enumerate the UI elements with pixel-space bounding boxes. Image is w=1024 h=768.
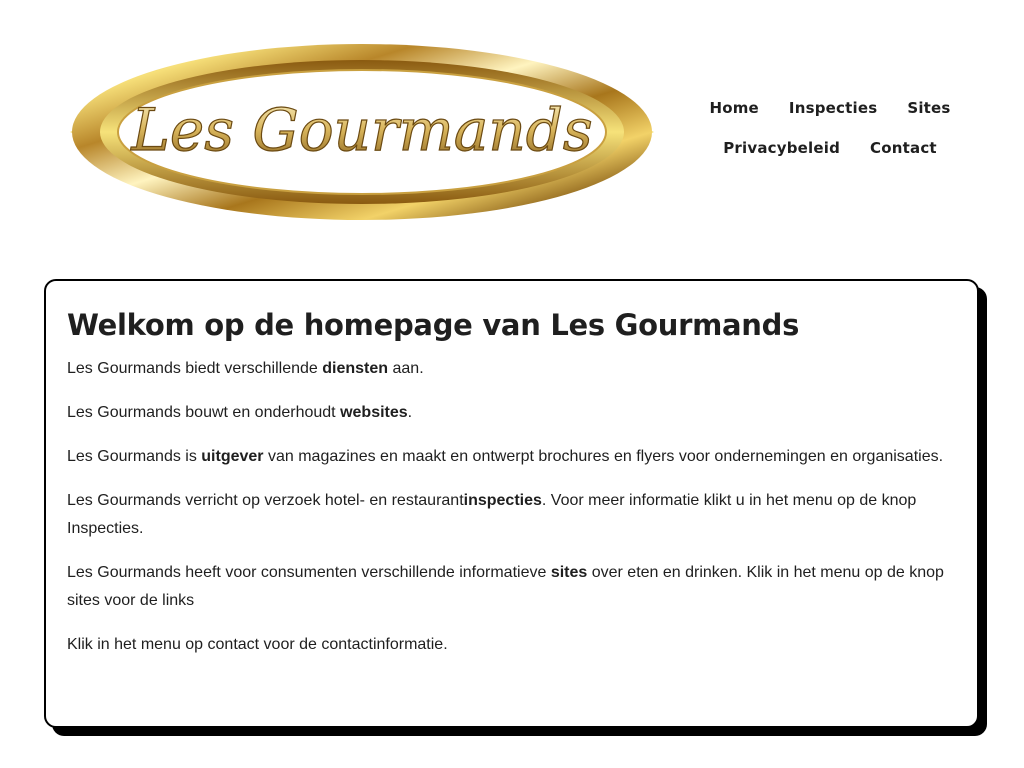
paragraph-contact: Klik in het menu op contact voor de contactinformatie. bbox=[67, 636, 448, 653]
page-title: Welkom op de homepage van Les Gourmands bbox=[67, 308, 800, 342]
main-nav bbox=[700, 88, 960, 168]
paragraph-text: over eten en drinken. Klik in het menu op de knop sites voor de links bbox=[67, 564, 944, 609]
paragraph-text: aan. bbox=[388, 360, 424, 377]
nav-contact[interactable]: Contact bbox=[870, 139, 937, 157]
paragraph-bold: inspecties bbox=[463, 492, 542, 509]
nav-inspecties[interactable]: Inspecties bbox=[788, 99, 878, 117]
logo-emblem bbox=[66, 40, 658, 224]
paragraph-text: Les Gourmands heeft voor consumenten verschillende informatieve bbox=[67, 564, 551, 581]
paragraph-bold: sites bbox=[550, 564, 588, 581]
paragraph-websites bbox=[67, 399, 957, 427]
paragraph-inspecties bbox=[67, 487, 957, 543]
paragraph-uitgever bbox=[67, 443, 957, 471]
paragraph-text: Les Gourmands bouwt en onderhoudt bbox=[67, 404, 341, 421]
nav-home[interactable]: Home bbox=[709, 99, 759, 117]
content-card bbox=[44, 279, 979, 728]
paragraph-bold: websites bbox=[340, 404, 408, 421]
nav-row-2 bbox=[700, 128, 960, 168]
site-logo[interactable] bbox=[66, 40, 658, 224]
paragraph-text: . Voor meer informatie klikt u in het menu op de knop Inspecties. bbox=[67, 492, 917, 537]
nav-row-1 bbox=[700, 88, 960, 128]
nav-privacybeleid[interactable]: Privacybeleid bbox=[723, 139, 841, 157]
paragraph-bold: uitgever bbox=[201, 448, 264, 465]
nav-sites[interactable]: Sites bbox=[907, 99, 951, 117]
paragraph-diensten bbox=[67, 355, 957, 383]
paragraph-text: van magazines en maakt en ontwerpt brochures en flyers voor ondernemingen en organisaties. bbox=[263, 448, 944, 465]
paragraph-text: Les Gourmands biedt verschillende bbox=[67, 360, 323, 377]
logo-text: Les Gourmands bbox=[131, 96, 593, 164]
paragraph-sites bbox=[67, 559, 957, 615]
paragraph-bold: diensten bbox=[322, 360, 389, 377]
paragraph-text: . bbox=[407, 404, 413, 421]
paragraph-text: Les Gourmands verricht op verzoek hotel- en restaurant bbox=[67, 492, 464, 509]
paragraph-text: Les Gourmands is bbox=[67, 448, 202, 465]
